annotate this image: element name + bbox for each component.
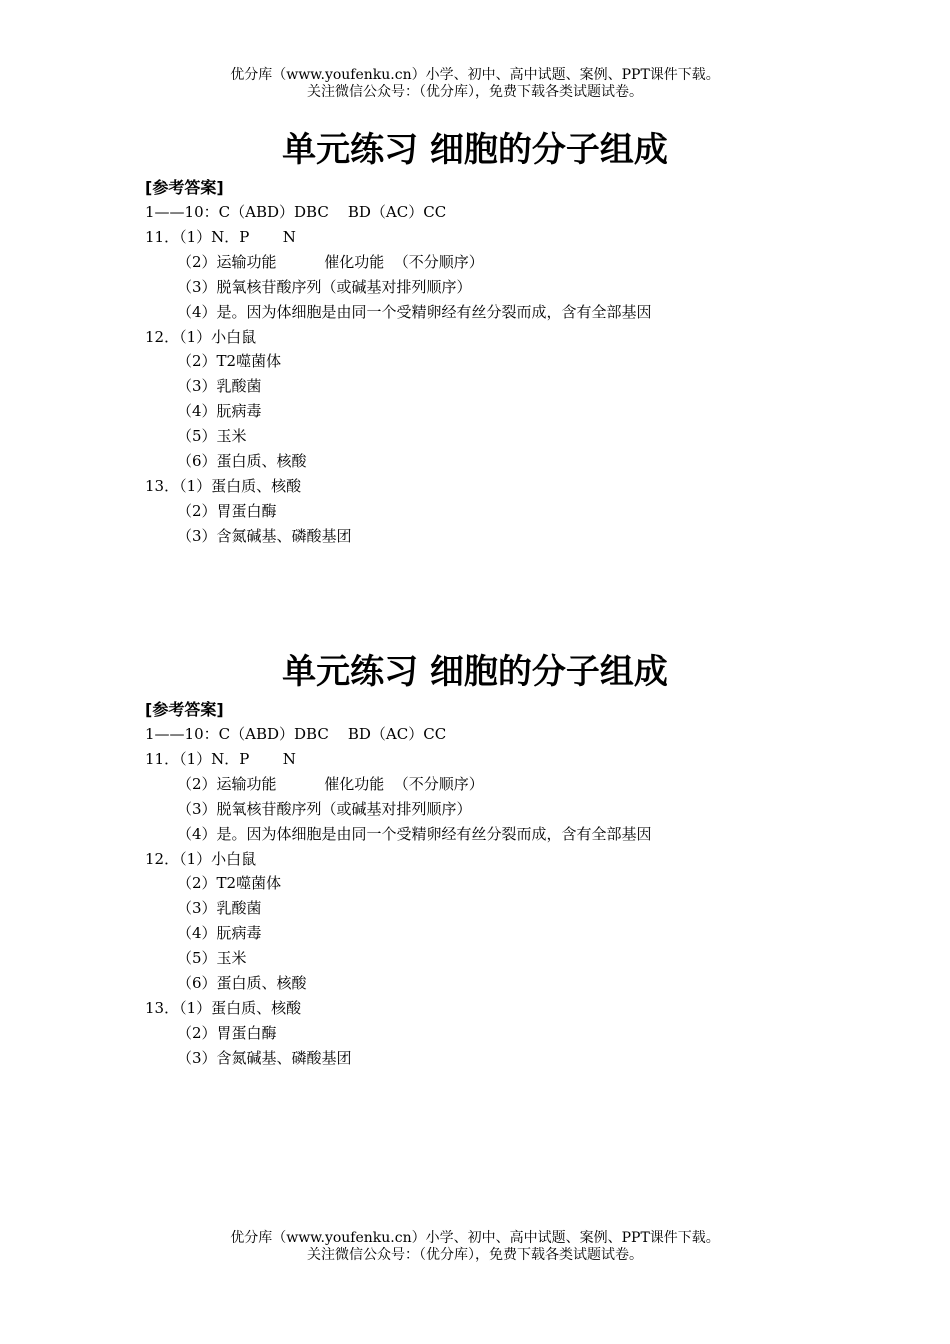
answer-line: （2）胃蛋白酶 [177, 1023, 277, 1042]
answer-line: （4）朊病毒 [177, 924, 262, 943]
answer-line: （5）玉米 [177, 949, 247, 968]
answer-line: 11．（1）N．P N [145, 227, 296, 246]
answer-line: 12．（1）小白鼠 [145, 849, 257, 868]
answer-section-2 [0, 650, 950, 1071]
answer-key-label: [参考答案] [145, 178, 224, 197]
header-line-1: 优分库（www.youfenku.cn）小学、初中、高中试题、案例、PPT课件下载。 [230, 67, 720, 83]
answer-line: （4）是。因为体细胞是由同一个受精卵经有丝分裂而成，含有全部基因 [177, 302, 652, 321]
answer-line: （3）脱氧核苷酸序列（或碱基对排列顺序） [177, 277, 472, 296]
answer-line: （4）是。因为体细胞是由同一个受精卵经有丝分裂而成，含有全部基因 [177, 824, 652, 843]
answer-line: （4）朊病毒 [177, 402, 262, 421]
answer-line: （3）脱氧核苷酸序列（或碱基对排列顺序） [177, 799, 472, 818]
answer-line: （2）T2噬菌体 [177, 352, 282, 371]
section-title: 单元练习 细胞的分子组成 [282, 130, 668, 170]
answer-line: 1——10：C（ABD）DBC BD（AC）CC [145, 725, 447, 743]
answer-key-label: [参考答案] [145, 700, 224, 719]
footer-line-1: 优分库（www.youfenku.cn）小学、初中、高中试题、案例、PPT课件下载。 [230, 1230, 720, 1246]
answer-line: 11．（1）N．P N [145, 749, 296, 768]
answer-line: （2）胃蛋白酶 [177, 501, 277, 520]
answer-line: （2）T2噬菌体 [177, 874, 282, 893]
section-title: 单元练习 细胞的分子组成 [282, 652, 668, 692]
page-header [0, 67, 950, 101]
answer-line: （3）含氮碱基、磷酸基团 [177, 1048, 352, 1067]
header-line-2: 关注微信公众号：（优分库），免费下载各类试题试卷。 [307, 84, 643, 100]
footer-line-2: 关注微信公众号：（优分库），免费下载各类试题试卷。 [307, 1247, 643, 1263]
page-footer [0, 1230, 950, 1264]
answer-section-1 [0, 128, 950, 549]
answer-line: 12．（1）小白鼠 [145, 327, 257, 346]
answer-line: （6）蛋白质、核酸 [177, 974, 307, 993]
answer-line: （6）蛋白质、核酸 [177, 452, 307, 471]
answer-line: 1——10：C（ABD）DBC BD（AC）CC [145, 203, 447, 221]
answer-line: （2）运输功能 催化功能 （不分顺序） [177, 252, 484, 271]
answer-line: （3）含氮碱基、磷酸基团 [177, 526, 352, 545]
answer-line: （2）运输功能 催化功能 （不分顺序） [177, 774, 484, 793]
answer-line: 13．（1）蛋白质、核酸 [145, 998, 302, 1017]
answer-line: （3）乳酸菌 [177, 899, 262, 918]
answer-line: 13．（1）蛋白质、核酸 [145, 476, 302, 495]
answer-line: （5）玉米 [177, 427, 247, 446]
answer-line: （3）乳酸菌 [177, 377, 262, 396]
